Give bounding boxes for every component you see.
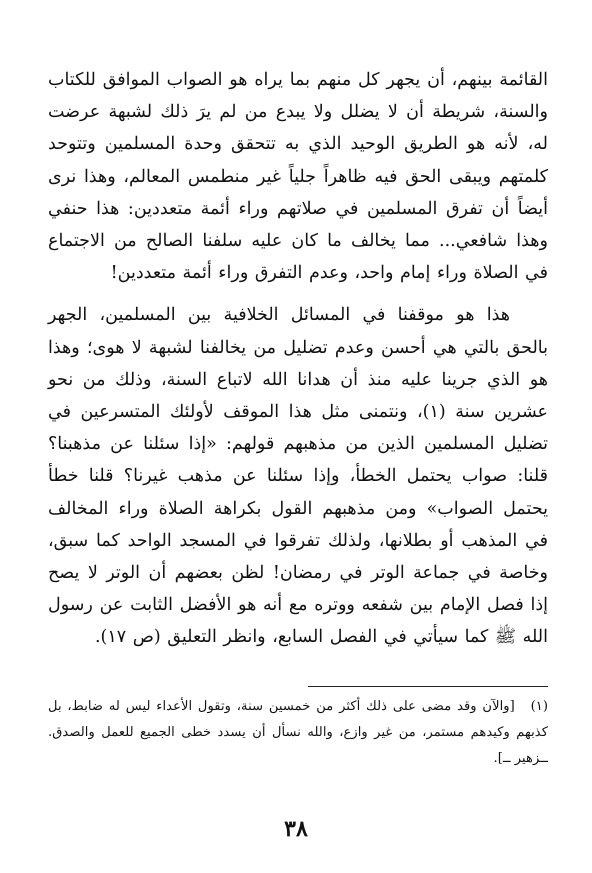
- paragraph-2: هذا هو موقفنا في المسائل الخلافية بين المسلمين، الجهر بالحق بالتي هي أحسن وعدم تضليل من يخالفنا لشبهة لا هوى؛ وهذا هو الذي جرينا عليه منذ أن هدانا الله لاتباع السنة، وذلك من نحو عشرين سنة (١)، ونتمنى مثل هذا الموقف لأولئك المتسرعين في تضليل المسلمين الذين من مذهبهم قولهم: «إذا سئلنا عن مذهبنا؟ قلنا: صواب يحتمل الخطأ، وإذا سئلنا عن مذهب غيرنا؟ قلنا خطأ يحتمل الصواب» ومن مذهبهم القول بكراهة الصلاة وراء المخالف في المذهب أو بطلانها، ولذلك تفرقوا في المسجد الواحد كما سبق، وخاصة في جماعة الوتر في رمضان! لظن بعضهم أن الوتر لا يصح إذا فصل الإمام بين شفعه ووتره مع أنه هو الأفضل الثابت عن رسول الله ﷺ كما سيأتي في الفصل السابع، وانظر التعليق (ص ١٧).: [48, 305, 548, 648]
- main-text: [48, 64, 548, 654]
- footnote: [48, 694, 548, 772]
- footnote-text: [والآن وقد مضى على ذلك أكثر من خمسين سنة، وتقول الأعداء ليس له ضابط، بل كذبهم وكيدهم مستمر، من غير وازع، والله نسأل أن يسدد خطى الجميع للعمل والصدق. ــزهير ــ].: [48, 699, 548, 766]
- paragraph-1: القائمة بينهم، أن يجهر كل منهم بما يراه هو الصواب الموافق للكتاب والسنة، شريطة أن لا يضلل ولا يبدع من لم يرَ ذلك لشبهة عرضت له، لأنه هو الطريق الوحيد الذي به تتحقق وحدة المسلمين وتتوحد كلمتهم ويبقى الحق فيه ظاهراً جلياً غير منطمس المعالم، وهذا نرى أيضاً أن تفرق المسلمين في صلاتهم وراء أئمة متعددين: هذا حنفي وهذا شافعي... مما يخالف ما كان عليه سلفنا الصالح من الاجتماع في الصلاة وراء إمام واحد، وعدم التفرق وراء أئمة متعددين!: [48, 70, 548, 284]
- footnote-marker: (١): [530, 699, 549, 714]
- page-number: ٣٨: [284, 816, 308, 842]
- footnote-separator: [308, 686, 548, 687]
